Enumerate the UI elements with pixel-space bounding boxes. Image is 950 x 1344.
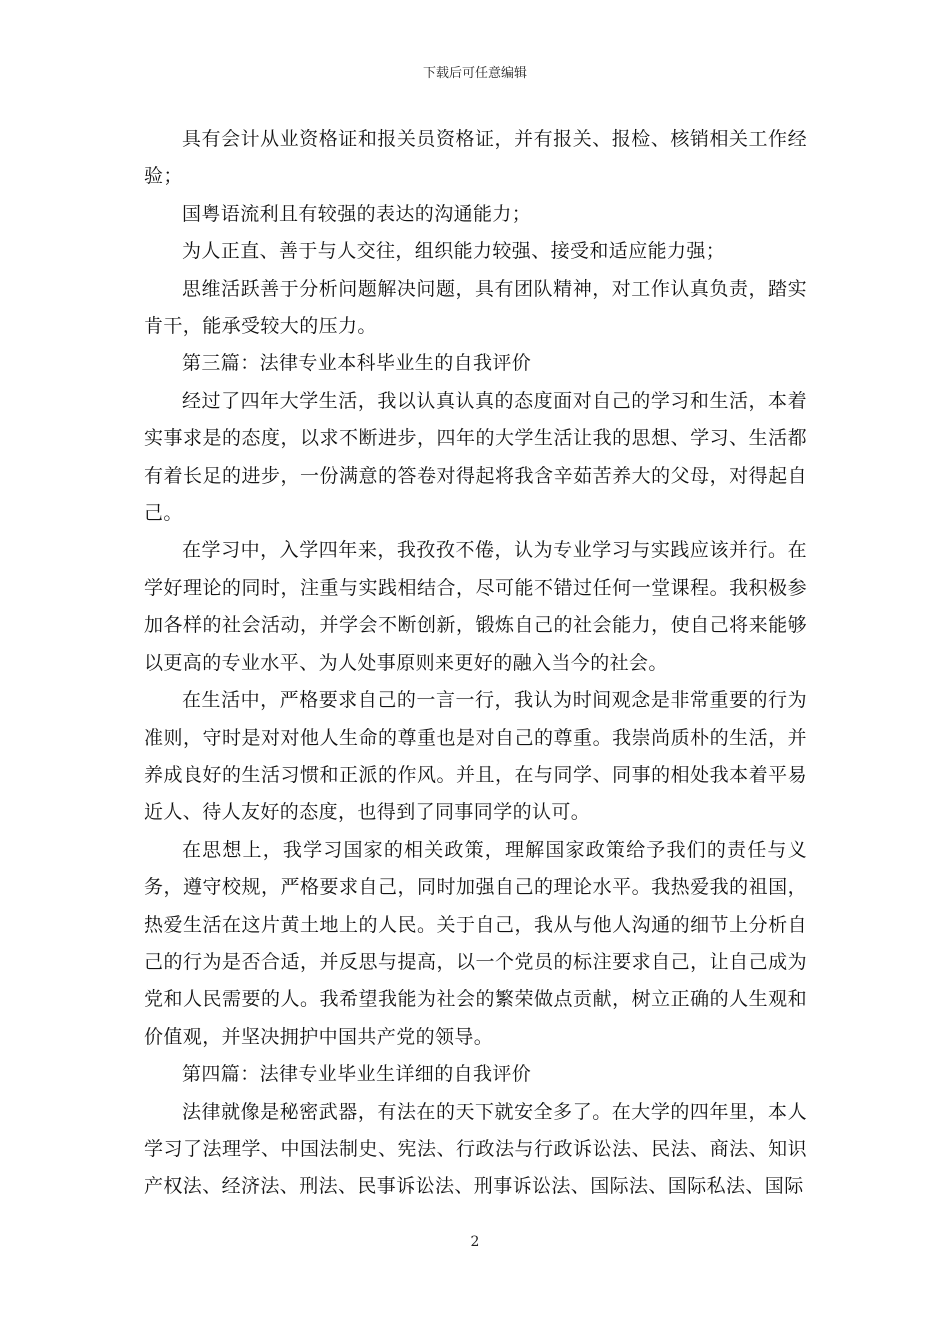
paragraph-language-skill: 国粤语流利且有较强的表达的沟通能力；	[182, 202, 532, 225]
paragraph-qualification: 具有会计从业资格证和报关员资格证，并有报关、报检、核销相关工作经验；	[144, 128, 807, 188]
paragraph-thinking: 思维活跃善于分析问题解决问题，具有团队精神，对工作认真负责，踏实肯干，能承受较大的压力。	[144, 277, 807, 338]
section-heading-3: 第三篇：法律专业本科毕业生的自我评价	[182, 352, 532, 375]
paragraph-life: 在生活中，严格要求自己的一言一行，我认为时间观念是非常重要的行为准则，守时是对对他人生命的尊重也是对自己的尊重。我崇尚质朴的生活，并养成良好的生活习惯和正派的作风。并且，在与同学、同事的相处我本着平易近人、待人友好的态度，也得到了同事同学的认可。	[144, 689, 807, 824]
page-header: 下载后可任意编辑	[422, 66, 527, 81]
paragraph-law-study: 法律就像是秘密武器，有法在的天下就安全多了。在大学的四年里，本人学习了法理学、中国法制史、宪法、行政法与行政诉讼法、民法、商法、知识产权法、经济法、刑法、民事诉讼法、刑事诉讼法、国际法、国际私法、国际	[144, 1100, 807, 1198]
paragraph-personality: 为人正直、善于与人交往，组织能力较强、接受和适应能力强；	[182, 240, 726, 263]
paragraph-ideology: 在思想上，我学习国家的相关政策，理解国家政策给予我们的责任与义务，遵守校规，严格要求自己，同时加强自己的理论水平。我热爱我的祖国，热爱生活在这片黄土地上的人民。关于自己，我从与他人沟通的细节上分析自己的行为是否合适，并反思与提高，以一个党员的标注要求自己，让自己成为党和人民需要的人。我希望我能为社会的繁荣做点贡献，树立正确的人生观和价值观，并坚决拥护中国共产党的领导。	[144, 838, 807, 1048]
document-body	[144, 121, 807, 1206]
paragraph-study: 在学习中，入学四年来，我孜孜不倦，认为专业学习与实践应该并行。在学好理论的同时，注重与实践相结合，尽可能不错过任何一堂课程。我积极参加各样的社会活动，并学会不断创新，锻炼自己的社会能力，使自己将来能够以更高的专业水平、为人处事原则来更好的融入当今的社会。	[144, 539, 807, 674]
paragraph-university-life: 经过了四年大学生活，我以认真认真的态度面对自己的学习和生活，本着实事求是的态度，以求不断进步，四年的大学生活让我的思想、学习、生活都有着长足的进步，一份满意的答卷对得起将我含辛茹苦养大的父母，对得起自己。	[144, 389, 807, 525]
page-number: 2	[470, 1234, 480, 1250]
section-heading-4: 第四篇：法律专业毕业生详细的自我评价	[182, 1063, 532, 1086]
